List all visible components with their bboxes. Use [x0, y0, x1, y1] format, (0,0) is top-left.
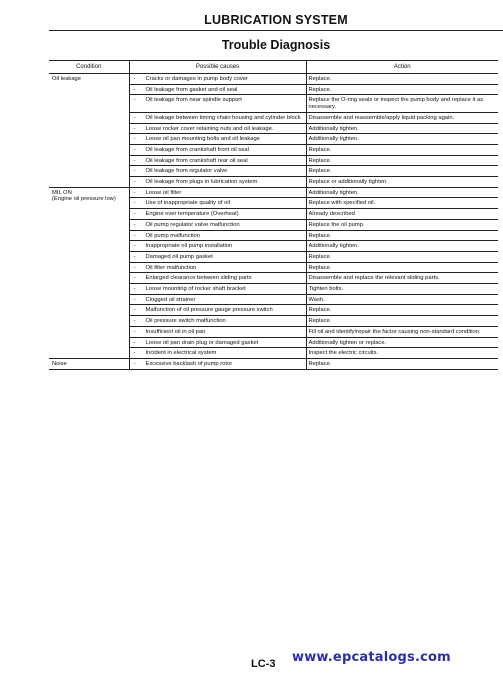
cause-text: Loose mounting of rocker shaft bracket	[145, 286, 246, 293]
cause-text: Oil leakage from near spindle support	[145, 97, 242, 104]
cause-text: Insufficient oil in oil pan	[145, 328, 206, 335]
cause-text: Oil leakage from crankshaft front oil seal	[145, 146, 249, 153]
cause-text: Oil leakage from regulator valve	[145, 168, 228, 175]
cause-cell	[129, 112, 306, 123]
cause-cell	[129, 219, 306, 230]
table-row	[49, 187, 498, 198]
bullet-dash: -	[133, 179, 136, 186]
cause-text: Oil pressure switch malfunction	[145, 318, 226, 325]
cause-text: Loose oil pan mounting bolts and oil leakage	[145, 136, 260, 143]
cause-cell	[129, 284, 306, 295]
table-header-row	[49, 61, 498, 74]
bullet-dash: -	[133, 360, 136, 367]
bullet-dash: -	[133, 157, 136, 164]
action-cell: Fill oil and identify/repair the factor causing non-standard condition.	[306, 326, 498, 337]
page-header-title: LUBRICATION SYSTEM	[204, 13, 348, 27]
cause-cell	[129, 177, 306, 188]
bullet-dash: -	[133, 76, 136, 82]
cause-text: Oil pump regulator valve malfunction	[145, 221, 240, 228]
cause-text: Cracks or damages in pump body cover	[145, 76, 248, 82]
cause-text: Inappropriate oil pump installation	[145, 243, 233, 250]
cause-text: Loose oil pan drain plug or damaged gasket	[145, 339, 259, 346]
action-cell: Disassemble and replace the relevant sliding parts.	[306, 273, 498, 284]
cause-text: Oil leakage from crankshaft rear oil seal	[145, 157, 248, 164]
action-cell: Additionally tighten.	[306, 187, 498, 198]
bullet-dash: -	[133, 264, 136, 271]
cause-cell	[129, 134, 306, 145]
cause-text: Use of inappropriate quality of oil	[145, 200, 230, 207]
cause-cell	[129, 187, 306, 198]
action-cell: Replace.	[306, 144, 498, 155]
cause-cell	[129, 241, 306, 252]
action-cell: Replace.	[306, 166, 498, 177]
cause-cell	[129, 305, 306, 316]
cause-cell	[129, 294, 306, 305]
cause-cell	[129, 74, 306, 85]
bullet-dash: -	[133, 97, 136, 104]
bullet-dash: -	[133, 307, 136, 314]
header-divider	[49, 30, 503, 31]
cause-text: Enlarged clearance between sliding parts	[145, 275, 252, 282]
cause-text: Oil leakage from plugs in lubrication system	[145, 179, 258, 186]
bullet-dash: -	[133, 328, 136, 335]
cause-text: Malfunction of oil pressure gauge pressure switch	[145, 307, 273, 314]
bullet-dash: -	[133, 339, 136, 346]
bullet-dash: -	[133, 318, 136, 325]
trouble-diagnosis-table	[49, 60, 498, 370]
section-title: Trouble Diagnosis	[221, 38, 331, 52]
bullet-dash: -	[133, 296, 136, 303]
action-cell: Replace.	[306, 155, 498, 166]
column-header-condition: Condition	[49, 61, 129, 74]
bullet-dash: -	[133, 286, 136, 293]
cause-cell	[129, 326, 306, 337]
action-cell: Additionally tighten or replace.	[306, 337, 498, 348]
action-cell: Inspect the electric circuits.	[306, 348, 498, 359]
action-cell: Replace.	[306, 74, 498, 85]
action-cell: Additionally tighten.	[306, 134, 498, 145]
action-cell: Replace.	[306, 251, 498, 262]
action-cell: Already described	[306, 209, 498, 220]
action-cell: Replace.	[306, 84, 498, 95]
bullet-dash: -	[133, 125, 136, 132]
table-row	[49, 74, 498, 85]
action-cell: Additionally tighten.	[306, 123, 498, 134]
cause-cell	[129, 95, 306, 112]
action-cell: Replace.	[306, 316, 498, 327]
cause-text: Loose oil filter	[145, 189, 182, 196]
website-watermark: www.epcatalogs.com	[292, 650, 451, 665]
bullet-dash: -	[133, 114, 136, 121]
cause-text: Oil leakage from gasket and oil seal	[145, 86, 238, 93]
table-body	[49, 74, 498, 370]
column-header-action: Action	[306, 61, 498, 74]
bullet-dash: -	[133, 232, 136, 239]
action-cell: Replace.	[306, 305, 498, 316]
cause-cell	[129, 209, 306, 220]
bullet-dash: -	[133, 275, 136, 282]
action-cell: Replace or additionally tighten.	[306, 177, 498, 188]
cause-text: Incident in electrical system	[145, 350, 217, 357]
condition-cell: Noise	[49, 358, 129, 369]
cause-cell	[129, 251, 306, 262]
cause-cell	[129, 144, 306, 155]
cause-cell	[129, 123, 306, 134]
bullet-dash: -	[133, 253, 136, 260]
bullet-dash: -	[133, 146, 136, 153]
bullet-dash: -	[133, 221, 136, 228]
bullet-dash: -	[133, 211, 136, 218]
cause-text: Engine over temperature (Overheat)	[145, 211, 239, 218]
cause-cell	[129, 337, 306, 348]
cause-cell	[129, 262, 306, 273]
cause-text: Clogged oil strainer	[145, 296, 196, 303]
bullet-dash: -	[133, 136, 136, 143]
action-cell: Replace.	[306, 358, 498, 369]
bullet-dash: -	[133, 200, 136, 207]
bullet-dash: -	[133, 86, 136, 93]
cause-cell	[129, 155, 306, 166]
action-cell: Wash.	[306, 294, 498, 305]
action-cell: Replace with specified oil.	[306, 198, 498, 209]
cause-cell	[129, 166, 306, 177]
cause-text: Oil pump malfunction	[145, 232, 200, 239]
cause-text: Oil filter malfunction	[145, 264, 197, 271]
action-cell: Disassemble and reassemble/apply liquid packing again.	[306, 112, 498, 123]
cause-cell	[129, 358, 306, 369]
cause-cell	[129, 348, 306, 359]
action-cell: Replace.	[306, 262, 498, 273]
table-row	[49, 358, 498, 369]
action-cell: Tighten bolts.	[306, 284, 498, 295]
page-number: LC-3	[251, 658, 276, 670]
cause-cell	[129, 84, 306, 95]
bullet-dash: -	[133, 350, 136, 357]
cause-cell	[129, 230, 306, 241]
cause-text: Oil leakage between timing chain housing and cylinder block	[145, 114, 301, 121]
condition-cell: Oil leakage	[49, 74, 129, 188]
cause-cell	[129, 316, 306, 327]
bullet-dash: -	[133, 168, 136, 175]
action-cell: Replace the oil pump.	[306, 219, 498, 230]
column-header-possible-causes: Possible causes	[129, 61, 306, 74]
cause-text: Damaged oil pump gasket	[145, 253, 213, 260]
cause-cell	[129, 198, 306, 209]
bullet-dash: -	[133, 243, 136, 250]
cause-cell	[129, 273, 306, 284]
condition-cell: MIL ON (Engine oil pressure low)	[49, 187, 129, 358]
cause-text: Excessive backlash of pump rotor	[145, 360, 233, 367]
action-cell: Replace.	[306, 230, 498, 241]
bullet-dash: -	[133, 189, 136, 196]
cause-text: Loose rocker cover retaining nuts and oil leakage.	[145, 125, 274, 132]
action-cell: Additionally tighten.	[306, 241, 498, 252]
action-cell: Replace the O-ring seals or inspect the pump body and replace it as necessary.	[306, 95, 498, 112]
